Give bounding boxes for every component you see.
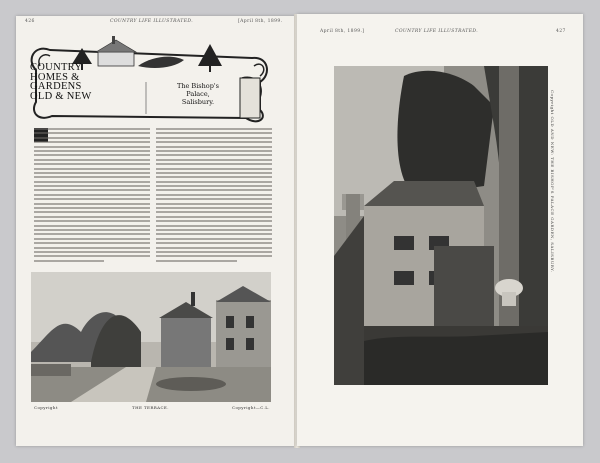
- logo-line: HOMES &: [30, 71, 80, 83]
- left-page-number: 426: [25, 19, 35, 24]
- logo-line: GARDENS: [30, 81, 82, 92]
- section-logo: [30, 63, 120, 101]
- left-running-head: COUNTRY LIFE ILLUSTRATED.: [110, 19, 194, 24]
- garden-photo-caption: Copyright OLD AND NEW: THE BISHOP'S PALACE GARDEN, SALISBURY.: [550, 90, 555, 273]
- photo-caption: THE TERRACE.: [132, 405, 169, 410]
- right-page-date: April 8th, 1899.]: [320, 29, 365, 34]
- garden-photo: [334, 66, 548, 385]
- article-title: [158, 82, 238, 106]
- title-line: Palace,: [186, 90, 210, 98]
- drop-cap: [34, 128, 48, 142]
- logo-line: COUNTRY: [30, 62, 83, 73]
- title-line: The Bishop's: [176, 82, 219, 90]
- photo-credit-left: Copyright: [34, 405, 58, 410]
- logo-line: OLD & NEW: [30, 90, 92, 102]
- right-running-head: COUNTRY LIFE ILLUSTRATED.: [395, 29, 479, 34]
- photo-credit-right: Copyright—C.L.: [232, 405, 270, 410]
- title-line: Salisbury.: [181, 98, 215, 106]
- right-page-number: 427: [556, 29, 566, 34]
- terrace-photo: [31, 272, 271, 402]
- body-text-column-right: [156, 128, 272, 268]
- left-page-date: [April 8th, 1899.: [238, 19, 283, 24]
- body-text-column-left: [34, 128, 150, 268]
